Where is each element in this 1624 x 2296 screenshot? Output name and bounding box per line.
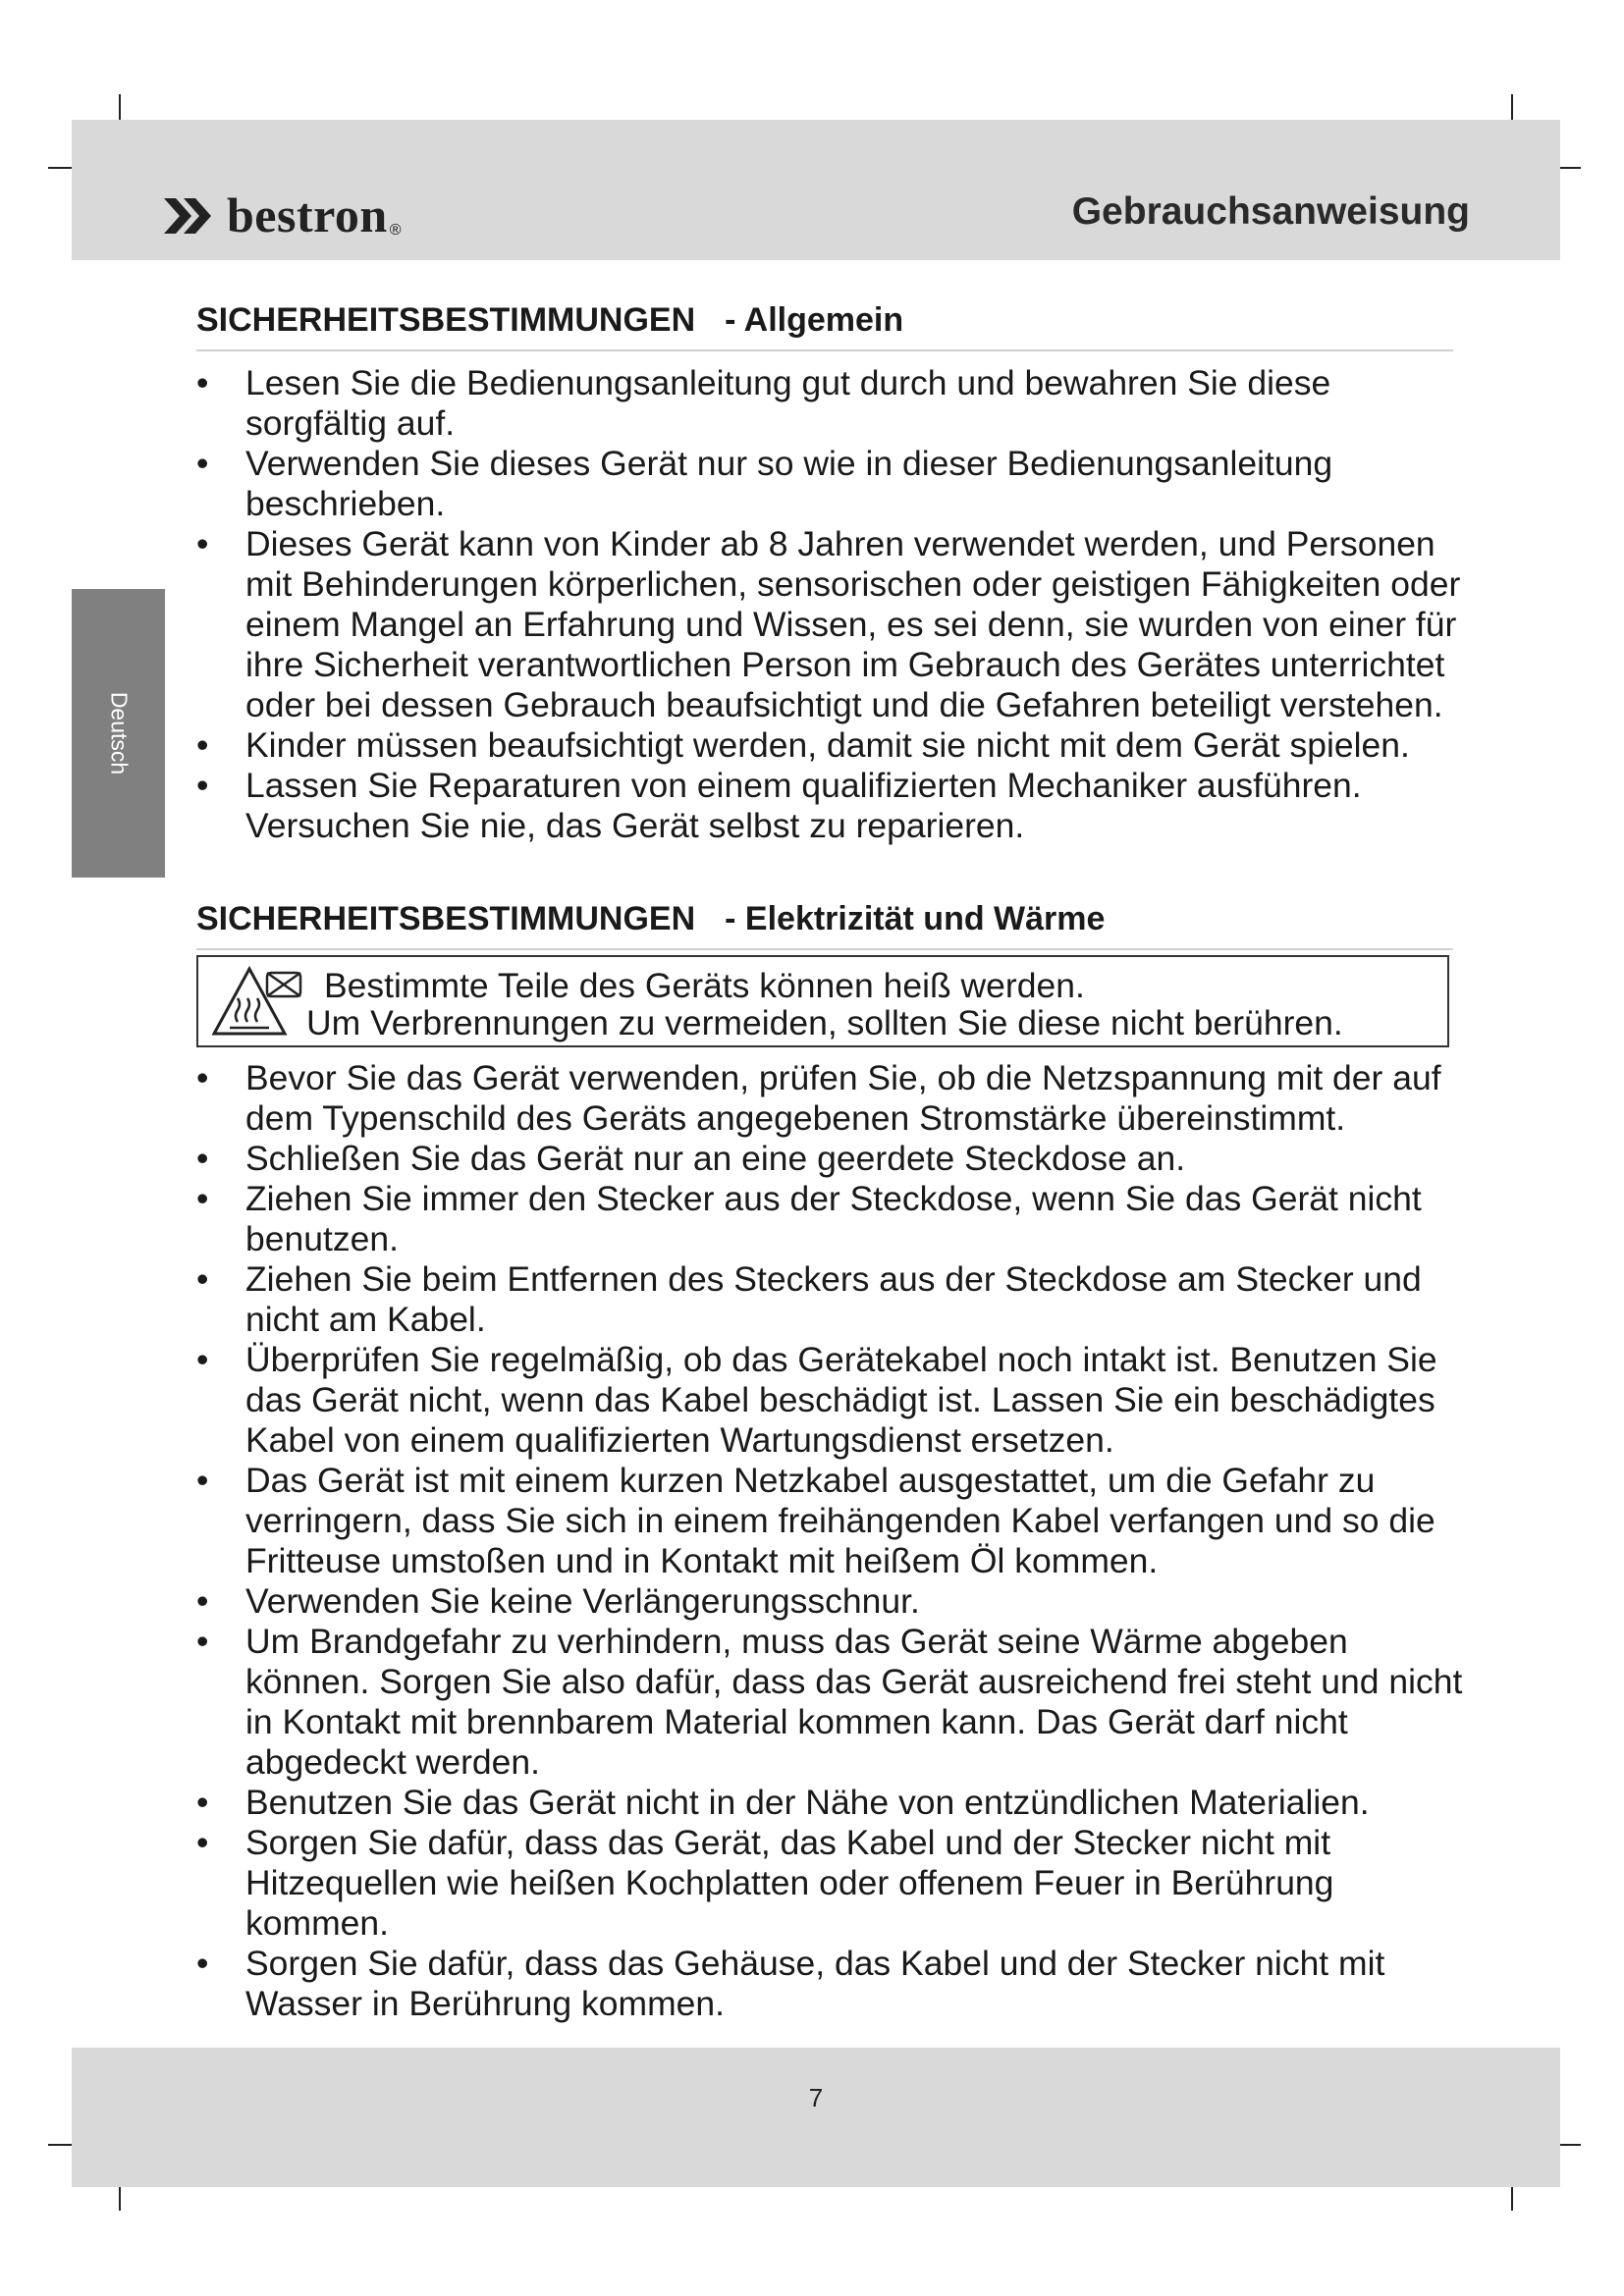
brand-logo: bestron ®	[162, 181, 402, 240]
warning-line-1: Bestimmte Teile des Geräts können heiß werden.	[324, 966, 1085, 1005]
list-item: • Kinder müssen beaufsichtigt werden, damit sie nicht mit dem Gerät spielen.	[196, 725, 1473, 766]
footer-band	[72, 2048, 1560, 2187]
section-subtitle: - Allgemein	[725, 301, 904, 339]
list-item: • Um Brandgefahr zu verhindern, muss das Gerät seine Wärme abgeben können. Sorgen Sie also dafür, dass das Gerät ausreichend frei steht und nicht in Kontakt mit brennbarem Material kommen kann. Das Gerät darf nicht abgedeckt werden.	[196, 1622, 1473, 1783]
list-item: • Dieses Gerät kann von Kinder ab 8 Jahren verwendet werden, und Personen mit Behinderungen körperlichen, sensorischen oder geistigen Fähigkeiten oder einem Mangel an Erfahrung und Wissen, es sei denn, sie wurden von einer für ihre Sicherheit verantwortlichen Person im Gebrauch des Gerätes unterrichtet oder bei dessen Gebrauch beaufsichtigt und die Gefahren beteiligt verstehen.	[196, 524, 1473, 725]
list-item: • Das Gerät ist mit einem kurzen Netzkabel ausgestattet, um die Gefahr zu verringern, dass Sie sich in einem freihängenden Kabel verfangen und so die Fritteuse umstoßen und in Kontakt mit heißem Öl kommen.	[196, 1461, 1473, 1581]
list-item: • Überprüfen Sie regelmäßig, ob das Gerätekabel noch intakt ist. Benutzen Sie das Gerät nicht, wenn das Kabel beschädigt ist. Lassen Sie ein beschädigtes Kabel von einem qualifizierten Wartungsdienst ersetzen.	[196, 1340, 1473, 1461]
list-item: • Schließen Sie das Gerät nur an eine geerdete Steckdose an.	[196, 1139, 1473, 1179]
list-item: • Verwenden Sie keine Verlängerungsschnur.	[196, 1581, 1473, 1622]
section-title: SICHERHEITSBESTIMMUNGEN	[196, 301, 696, 339]
general-safety-list	[196, 363, 1473, 846]
list-item: • Verwenden Sie dieses Gerät nur so wie in dieser Bedienungsanleitung beschrieben.	[196, 444, 1473, 524]
list-item: • Ziehen Sie beim Entfernen des Steckers aus der Steckdose am Stecker und nicht am Kabel.	[196, 1259, 1473, 1340]
section-subtitle: - Elektrizität und Wärme	[725, 900, 1106, 937]
language-tab	[72, 589, 165, 878]
list-item: • Sorgen Sie dafür, dass das Gerät, das Kabel und der Stecker nicht mit Hitzequellen wie heißen Kochplatten oder offenem Feuer in Berührung kommen.	[196, 1823, 1473, 1944]
language-tab-label: Deutsch	[106, 691, 132, 775]
section-title: SICHERHEITSBESTIMMUNGEN	[196, 900, 696, 937]
list-item: • Lassen Sie Reparaturen von einem qualifizierten Mechaniker ausführen. Versuchen Sie nie, das Gerät selbst zu reparieren.	[196, 766, 1473, 846]
page-title: Gebrauchsanweisung	[1071, 190, 1470, 233]
brand-wordmark: bestron	[227, 187, 388, 242]
list-item: • Lesen Sie die Bedienungsanleitung gut durch und bewahren Sie diese sorgfältig auf.	[196, 363, 1473, 444]
section-heading-electricity	[196, 900, 1453, 950]
header-band	[72, 120, 1560, 260]
list-item: • Ziehen Sie immer den Stecker aus der Steckdose, wenn Sie das Gerät nicht benutzen.	[196, 1179, 1473, 1259]
page-number: 7	[808, 2083, 824, 2112]
list-item: • Benutzen Sie das Gerät nicht in der Nähe von entzündlichen Materialien.	[196, 1783, 1473, 1823]
electricity-safety-list	[196, 1058, 1473, 2024]
section-heading-general	[196, 301, 1453, 351]
chevron-logo-icon	[162, 194, 219, 238]
warning-line-2: Um Verbrennungen zu vermeiden, sollten Sie diese nicht berühren.	[306, 1003, 1343, 1042]
hot-surface-warning-box	[196, 955, 1449, 1047]
hot-surface-warning-icon	[210, 965, 318, 1038]
warning-text	[306, 966, 1343, 1042]
list-item: • Sorgen Sie dafür, dass das Gehäuse, das Kabel und der Stecker nicht mit Wasser in Berührung kommen.	[196, 1944, 1473, 2024]
list-item: • Bevor Sie das Gerät verwenden, prüfen Sie, ob die Netzspannung mit der auf dem Typenschild des Geräts angegebenen Stromstärke übereinstimmt.	[196, 1058, 1473, 1139]
